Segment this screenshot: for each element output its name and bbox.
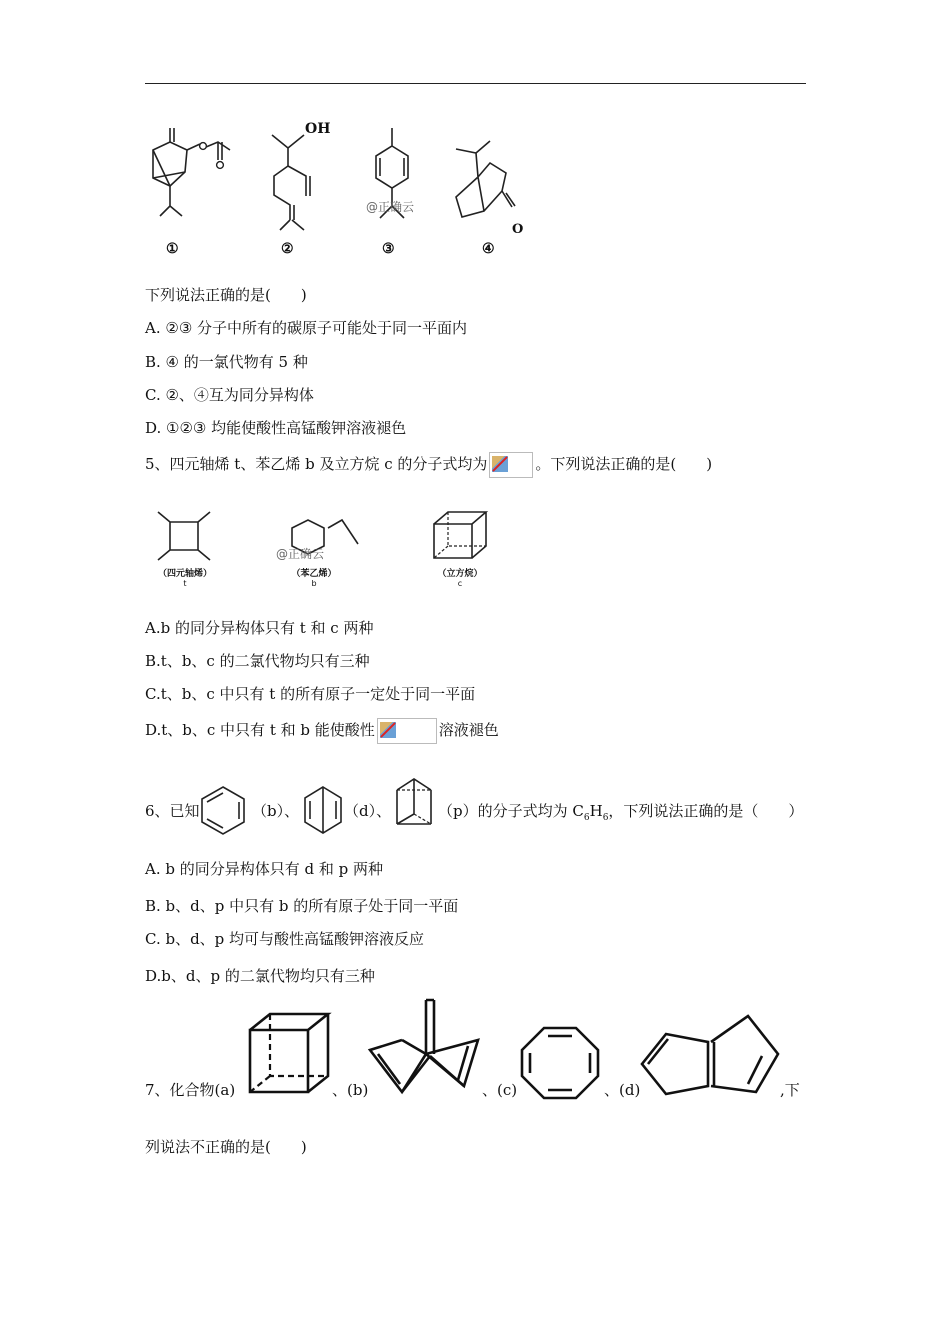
q5-option-d-after: 溶液褪色 (438, 721, 499, 739)
q5-option-a: A.b 的同分异构体只有 t 和 c 两种 (145, 619, 374, 637)
q7-c-label: 、(c) (482, 1081, 518, 1099)
barrelene-b-drawing (368, 996, 480, 1096)
q5-stem-before: 5、四元轴烯 t、苯乙烯 b 及立方烷 c 的分子式均为 (145, 455, 488, 473)
tetramethylenecyclobutane-drawing (150, 508, 220, 564)
q6-stem-after: ，下列说法正确的是（ ） (608, 802, 804, 820)
q4-option-b: B. ④ 的一氯代物有 5 种 (145, 353, 308, 371)
q5-stem-after: 。下列说法正确的是( ) (535, 455, 713, 473)
q7-continuation: 列说法不正确的是( ) (145, 1138, 307, 1156)
watermark-1: @正确云 (366, 200, 415, 214)
caption-t: （四元轴烯） t (157, 569, 212, 588)
q6-formula (438, 801, 803, 828)
q4-stem: 下列说法正确的是( ) (145, 286, 307, 304)
q5-option-b: B.t、b、c 的二氯代物均只有三种 (145, 652, 370, 670)
caption-b: （苯乙烯） b (291, 569, 337, 588)
q6-b-label: （b）、 (252, 802, 300, 820)
q5-option-c: C.t、b、c 中只有 t 的所有原子一定处于同一平面 (145, 685, 476, 703)
oh-label: OH (305, 121, 331, 137)
structure-4-label: ④ (482, 241, 495, 257)
prismane-drawing (394, 776, 434, 832)
q6-prefix: 6、已知 (145, 802, 200, 820)
watermark-2: @正确云 (276, 547, 325, 561)
structure-2-drawing (262, 120, 342, 240)
structure-3-drawing (360, 120, 430, 240)
q5-option-d (145, 718, 499, 744)
q6-d-label: （d）、 (344, 802, 392, 820)
structure-3-label: ③ (382, 241, 395, 257)
cyclooctatetraene-c-drawing (516, 1022, 604, 1102)
q6-formula-sub1: 6 (583, 813, 590, 823)
q7-b-label: 、(b) (332, 1081, 369, 1099)
caption-c: （立方烷） c (437, 569, 483, 588)
q6-option-b: B. b、d、p 中只有 b 的所有原子处于同一平面 (145, 897, 459, 915)
q5-option-d-before: D.t、b、c 中只有 t 和 b 能使酸性 (145, 721, 375, 739)
structure-2-label: ② (281, 241, 294, 257)
structure-1-label: ① (166, 241, 179, 257)
q6-option-a: A. b 的同分异构体只有 d 和 p 两种 (145, 860, 384, 878)
broken-image-icon (377, 718, 437, 744)
structure-4-drawing (440, 135, 530, 235)
cubane-a-drawing (244, 1010, 332, 1096)
dewar-benzene-drawing (302, 784, 344, 836)
q7-prefix: 7、化合物(a) (145, 1081, 236, 1099)
q6-option-d: D.b、d、p 的二氯代物均只有三种 (145, 967, 375, 985)
q6-option-c: C. b、d、p 均可与酸性高锰酸钾溶液反应 (145, 930, 425, 948)
q7-d-label: 、(d) (604, 1081, 641, 1099)
benzene-drawing (198, 784, 248, 836)
q5-stem (145, 452, 712, 478)
q7-suffix: ,下 (780, 1081, 800, 1099)
q4-option-c: C. ②、④互为同分异构体 (145, 386, 314, 404)
cubane-drawing (430, 510, 494, 562)
o-label: O (512, 222, 524, 237)
header-rule (145, 83, 806, 84)
broken-image-icon (489, 452, 533, 478)
q6-formula-h: H (589, 802, 603, 820)
q4-option-a: A. ②③ 分子中所有的碳原子可能处于同一平面内 (145, 319, 468, 337)
q6-p-label: （p）的分子式均为 C (438, 802, 584, 820)
q4-option-d: D. ①②③ 均能使酸性高锰酸钾溶液褪色 (145, 419, 407, 437)
pentalene-d-drawing (638, 1012, 788, 1098)
structure-1-drawing (140, 120, 250, 240)
q6-formula-sub2: 6 (602, 813, 609, 823)
